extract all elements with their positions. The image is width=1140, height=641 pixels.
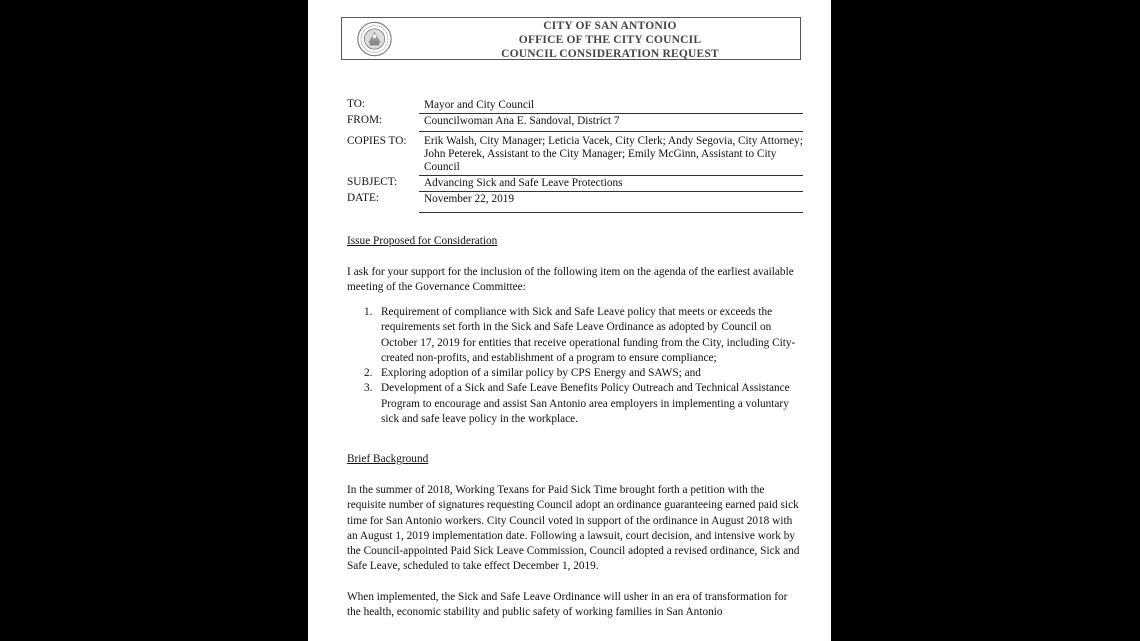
list-item-text: Exploring adoption of a similar policy by CPS Energy and SAWS; and (381, 367, 701, 380)
document-header (341, 17, 801, 60)
list-item-text: Requirement of compliance with Sick and Safe Leave policy that meets or exceeds the requirements set forth in the Sick and Safe Leave Ordinance as adopted by Council on October 17, 2019 for entities that receive operational funding from the City, including City-created non-profits, and establishment of a program to ensure compliance; (381, 306, 796, 364)
document-page (308, 0, 831, 641)
background-paragraph-1: In the summer of 2018, Working Texans for Paid Sick Time brought forth a petition with the requisite number of signatures requesting Council adopt an ordinance guaranteeing earned paid sick time for San Antonio workers. City Council voted in support of the ordinance in August 2018 with an August 1, 2019 implementation date. Following a lawsuit, court decision, and intensive work by the Council-appointed Paid Sick Leave Commission, Council adopted a revised ordinance, Sick and Safe Leave, scheduled to take effect December 1, 2019. (347, 484, 800, 573)
memo-copies-label: COPIES TO: (347, 135, 407, 147)
memo-to-value: Mayor and City Council (419, 98, 803, 114)
memo-date-row (347, 192, 803, 213)
list-item-text: Development of a Sick and Safe Leave Benefits Policy Outreach and Technical Assistance Program to encourage and assist San Antonio area employers in implementing a voluntary sick and safe leave policy in the workplace. (381, 382, 790, 426)
memo-date-label: DATE: (347, 192, 380, 204)
issue-intro: I ask for your support for the inclusion of the following item on the agenda of the earliest available meeting of the Governance Committee: (347, 266, 794, 294)
list-item-number: 2. (364, 367, 373, 380)
list-item (364, 381, 804, 427)
memo-date-value: November 22, 2019 (419, 192, 803, 213)
memo-copies-value: Erik Walsh, City Manager; Leticia Vacek, City Clerk; Andy Segovia, City Attorney; John Peterek, Assistant to the City Manager; Emily McGinn, Assistant to City Council (419, 132, 803, 176)
issue-list (364, 305, 804, 427)
memo-to-row (347, 98, 803, 114)
issue-heading: Issue Proposed for Consideration (347, 235, 498, 247)
memo-subject-row (347, 176, 803, 192)
memo-subject-label: SUBJECT: (347, 176, 398, 188)
background-paragraph-2: When implemented, the Sick and Safe Leave Ordinance will usher in an era of transformation for the health, economic stability and public safety of working families in San Antonio (347, 591, 788, 619)
list-item-number: 1. (364, 306, 373, 318)
memo-copies-row (347, 132, 803, 176)
memo-to-label: TO: (347, 98, 365, 110)
header-line-city: CITY OF SAN ANTONIO (543, 20, 677, 32)
list-item (364, 366, 804, 381)
list-item (364, 305, 804, 366)
header-line-request: COUNCIL CONSIDERATION REQUEST (501, 48, 719, 60)
header-title (342, 19, 800, 61)
memo-subject-value: Advancing Sick and Safe Leave Protections (419, 176, 803, 192)
background-heading: Brief Background (347, 453, 429, 465)
list-item-number: 3. (364, 382, 373, 395)
memo-from-value: Councilwoman Ana E. Sandoval, District 7 (419, 114, 803, 132)
memo-block (347, 98, 803, 213)
memo-from-row (347, 114, 803, 132)
memo-from-label: FROM: (347, 114, 383, 126)
header-line-office: OFFICE OF THE CITY COUNCIL (518, 34, 702, 46)
